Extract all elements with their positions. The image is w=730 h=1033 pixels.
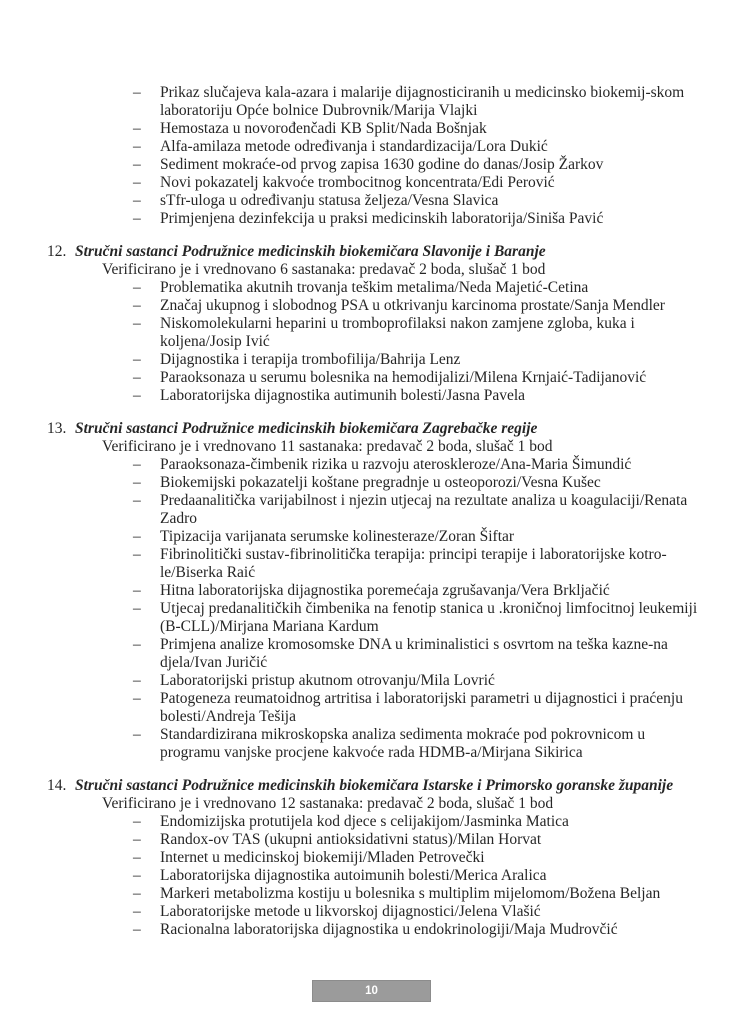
dash-bullet: – [133,867,141,884]
footer-bar [312,980,431,1002]
section-subtitle: Verificirano je i vrednovano 12 sastanaka: predavač 2 boda, slušač 1 bod [102,795,554,812]
list-item-text: Laboratorijski pristup akutnom otrovanju/Mila Lovrić [160,672,495,689]
list-item [133,174,730,192]
list-item-text: Primjenjena dezinfekcija u praksi medicinskih laboratorija/Siniša Pavić [160,210,604,227]
dash-bullet: – [133,528,141,545]
list-item-text: sTfr-uloga u određivanju statusa željeza/Vesna Slavica [160,192,499,209]
list-item-text: Laboratorijska dijagnostika autimunih bolesti/Jasna Pavela [160,387,526,404]
list-item-text: Alfa-amilaza metode određivanja i standardizacija/Lora Dukić [160,138,548,155]
list-item [133,474,730,492]
list-item [133,582,730,600]
dash-bullet: – [133,192,141,209]
list-item [133,867,730,885]
dash-bullet: – [133,849,141,866]
list-item [133,351,730,369]
section-12 [0,243,730,405]
list-item-text: Niskomolekularni heparini u tromboprofilaksi nakon zamjene zgloba, kuka i koljena/Josip Ivić [160,315,635,350]
section-number: 14. [47,777,67,794]
list-item-text: Prikaz slučajeva kala-azara i malarije dijagnosticiranih u medicinsko biokemij-skom laboratoriju Opće bolnice Dubrovnik/Marija Vlajki [160,84,685,119]
section-number: 12. [47,243,67,260]
list-item-text: Predaanalitička varijabilnost i njezin utjecaj na rezultate analiza u koagulaciji/Renata Zadro [160,492,688,527]
dash-bullet: – [133,636,141,653]
list-item [133,831,730,849]
bullet-list [133,456,730,762]
dash-bullet: – [133,297,141,314]
dash-bullet: – [133,84,141,101]
dash-bullet: – [133,726,141,743]
section-title: Stručni sastanci Podružnice medicinskih biokemičara Istarske i Primorsko goranske županije [75,777,674,794]
dash-bullet: – [133,156,141,173]
dash-bullet: – [133,474,141,491]
dash-bullet: – [133,279,141,296]
dash-bullet: – [133,921,141,938]
section-subtitle: Verificirano je i vrednovano 11 sastanaka: predavač 2 boda, slušač 1 bod [102,438,553,455]
dash-bullet: – [133,672,141,689]
section-title: Stručni sastanci Podružnice medicinskih biokemičara Slavonije i Baranje [75,243,546,260]
list-item-text: Randox-ov TAS (ukupni antioksidativni status)/Milan Horvat [160,831,542,848]
page-content [0,84,730,954]
list-item [133,546,730,582]
list-item-text: Standardizirana mikroskopska analiza sedimenta mokraće pod pokrovnicom u programu vanjske procjene kakvoće rada HDMB-a/Mirjana Sikirica [160,726,646,761]
list-item [133,849,730,867]
list-item [133,138,730,156]
dash-bullet: – [133,813,141,830]
list-item [133,600,730,636]
dash-bullet: – [133,546,141,563]
list-item [133,315,730,351]
bullet-list [133,84,730,228]
dash-bullet: – [133,903,141,920]
list-item [133,297,730,315]
section-14 [0,777,730,939]
section-heading [47,777,730,795]
list-item [133,528,730,546]
dash-bullet: – [133,120,141,137]
section-title: Stručni sastanci Podružnice medicinskih biokemičara Zagrebačke regije [75,420,538,437]
list-item [133,636,730,672]
list-item-text: Primjena analize kromosomske DNA u kriminalistici s osvrtom na teška kazne-na djela/Ivan Juričić [160,636,668,671]
list-item-text: Biokemijski pokazatelji koštane pregradnje u osteoporozi/Vesna Kušec [160,474,601,491]
section-continuation [0,84,730,228]
section-subtitle: Verificirano je i vrednovano 6 sastanaka: predavač 2 boda, slušač 1 bod [102,261,546,278]
list-item [133,210,730,228]
list-item [133,903,730,921]
section-heading [47,420,730,438]
dash-bullet: – [133,174,141,191]
dash-bullet: – [133,831,141,848]
dash-bullet: – [133,885,141,902]
dash-bullet: – [133,351,141,368]
list-item-text: Fibrinolitički sustav-fibrinolitička terapija: principi terapije i laboratorijske kotro-le/Biserka Raić [160,546,667,581]
dash-bullet: – [133,600,141,617]
list-item [133,690,730,726]
list-item [133,456,730,474]
dash-bullet: – [133,369,141,386]
list-item-text: Laboratorijske metode u likvorskoj dijagnostici/Jelena Vlašić [160,903,541,920]
list-item-text: Patogeneza reumatoidnog artritisa i laboratorijski parametri u dijagnostici i praćenju bolesti/Andreja Tešija [160,690,683,725]
bullet-list [133,279,730,405]
section-number: 13. [47,420,67,437]
dash-bullet: – [133,315,141,332]
bullet-list [133,813,730,939]
list-item [133,672,730,690]
section-heading [47,243,730,261]
list-item [133,921,730,939]
list-item-text: Sediment mokraće-od prvog zapisa 1630 godine do danas/Josip Žarkov [160,156,604,173]
section-13 [0,420,730,762]
list-item [133,369,730,387]
list-item [133,813,730,831]
list-item-text: Endomizijska protutijela kod djece s celijakijom/Jasminka Matica [160,813,569,830]
list-item [133,156,730,174]
list-item [133,120,730,138]
list-item-text: Dijagnostika i terapija trombofilija/Bahrija Lenz [160,351,461,368]
list-item-text: Značaj ukupnog i slobodnog PSA u otkrivanju karcinoma prostate/Sanja Mendler [160,297,665,314]
list-item [133,726,730,762]
dash-bullet: – [133,582,141,599]
dash-bullet: – [133,690,141,707]
list-item-text: Hitna laboratorijska dijagnostika poremećaja zgrušavanja/Vera Brkljačić [160,582,610,599]
list-item-text: Hemostaza u novorođenčadi KB Split/Nada Bošnjak [160,120,487,137]
list-item-text: Novi pokazatelj kakvoće trombocitnog koncentrata/Edi Perović [160,174,555,191]
dash-bullet: – [133,492,141,509]
page-number: 10 [365,985,378,997]
list-item-text: Paraoksonaza u serumu bolesnika na hemodijalizi/Milena Krnjaić-Tadijanović [160,369,647,386]
list-item [133,885,730,903]
dash-bullet: – [133,387,141,404]
list-item-text: Paraoksonaza-čimbenik rizika u razvoju ateroskleroze/Ana-Maria Šimundić [160,456,632,473]
list-item [133,492,730,528]
list-item-text: Racionalna laboratorijska dijagnostika u endokrinologiji/Maja Mudrovčić [160,921,618,938]
dash-bullet: – [133,456,141,473]
list-item-text: Internet u medicinskoj biokemiji/Mladen Petrovečki [160,849,485,866]
list-item-text: Utjecaj predanalitičkih čimbenika na fenotip stanica u .kroničnoj limfocitnoj leukemiji (B-CLL)/Mirjana Mariana Kardum [160,600,698,635]
list-item [133,192,730,210]
list-item-text: Laboratorijska dijagnostika autoimunih bolesti/Merica Aralica [160,867,547,884]
list-item [133,387,730,405]
list-item [133,84,730,120]
list-item-text: Problematika akutnih trovanja teškim metalima/Neda Majetić-Cetina [160,279,589,296]
dash-bullet: – [133,210,141,227]
dash-bullet: – [133,138,141,155]
list-item [133,279,730,297]
list-item-text: Markeri metabolizma kostiju u bolesnika s multiplim mijelomom/Božena Beljan [160,885,661,902]
list-item-text: Tipizacija varijanata serumske kolinesteraze/Zoran Šiftar [160,528,515,545]
